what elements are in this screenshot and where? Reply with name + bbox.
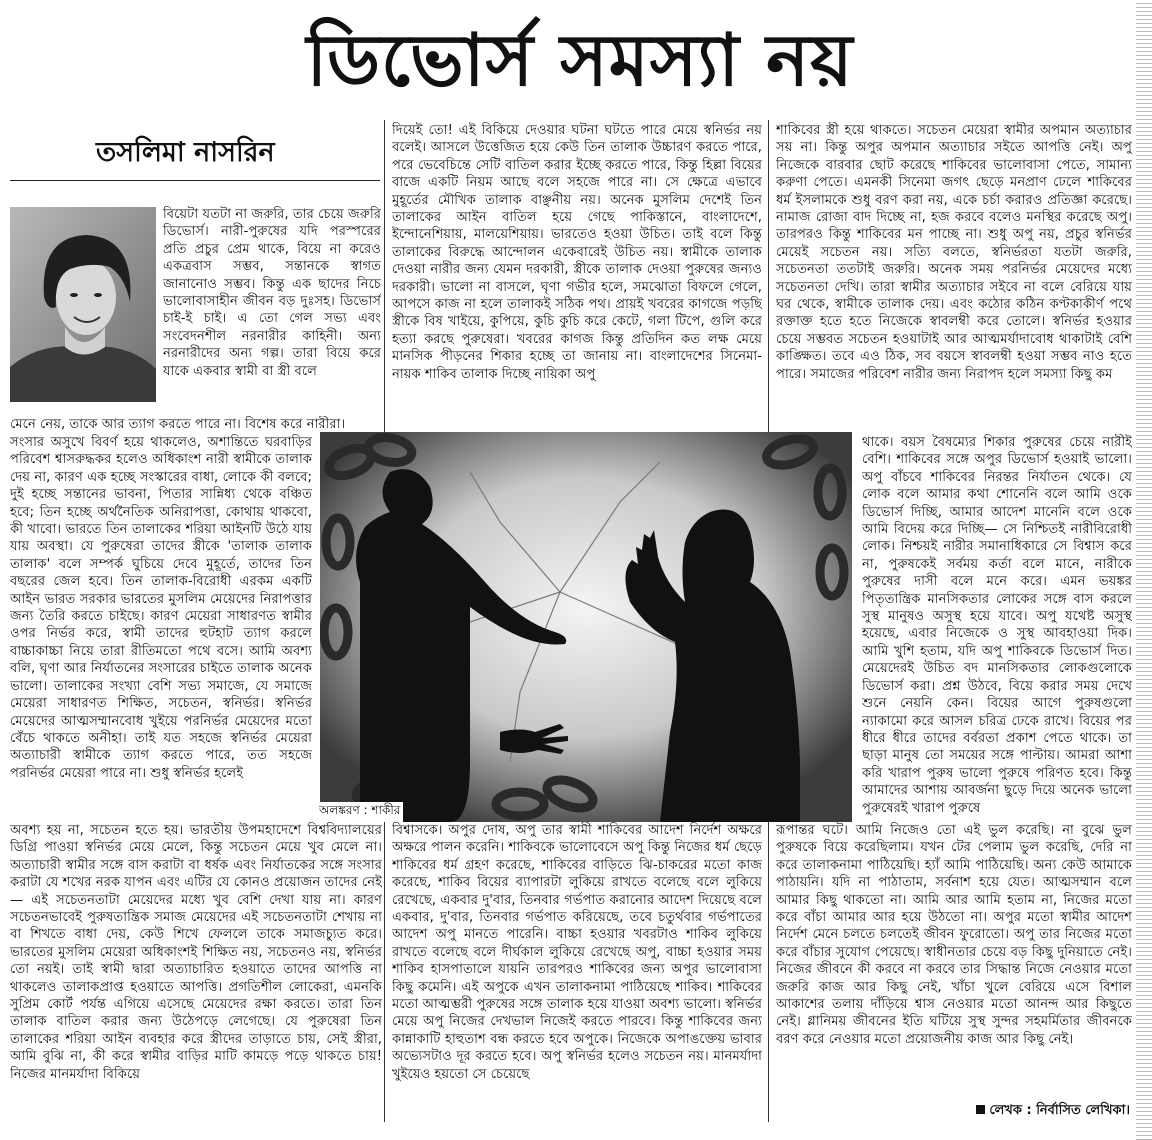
body-text-col2-bottom: বিশ্বাসকে। অপুর দোষ, অপু তার স্বামী শাকিবের আদেশ নির্দেশ অক্ষরে অক্ষরে পালন করেনি। শাকিবকে ভালোবেসে অপু কিন্তু নিজের ধর্ম ছেড়ে শাকিবের ধর্ম গ্রহণ করেছে, শাকিবের বাড়িতে ঝি-চাকরের মতো কাজ করেছে, শাকিব বিয়ের ব্যাপারটা লুকিয়ে রাখতে বলেছে বলে লুকিয়ে রেখেছে, একবার দু'বার, তিনবার গর্ভপাত করানোর আদেশ দিয়েছে বলে একবার, দু'বার, তিনবার গর্ভপাত করিয়েছে, তবে চতুর্থবার গর্ভপাতের আদেশ অপু মানতে পারেনি। বাচ্চা হওয়ার খবরটাও শাকিব লুকিয়ে রাখতে বলেছে বলে দীর্ঘকাল লুকিয়ে রেখেছে অপু, বাচ্চা হওয়ার সময় শাকিব হাসপাতালে যায়নি তারপরও শাকিবের জন্য অপুর ভালোবাসা কিছু কমেনি। এই অপুকে এখন তালাকনামা পাঠিয়েছে শাকিব। শাকিবের মতো আত্মম্ভরী পুরুষের সঙ্গে তালাক হয়ে যাওয়া অবশ্য ভালো। স্বনির্ভর মেয়ে অপু নিজের দেখভাল নিজেই করতে পারবে। কিন্তু শাকিবের জন্য কান্নাকাটি হাহুতাশ বন্ধ করতে হবে অপুকে। নিজেকে অপাঙক্তেয় ভাবার অভ্যেসটাও দূর করতে হবে। অপু স্বনির্ভর হলেও সচেতন নয়। মানমর্যাদা খুইয়েও হয়তো সে চেয়েছে bbox=[392, 823, 762, 1082]
body-text-col1-below-photo: মেনে নেয়, তাকে আর ত্যাগ করতে পারে না। বিশেষ করে নারীরা। bbox=[10, 417, 346, 432]
body-text-col3-top: শাকিবের স্ত্রী হয়ে থাকতে। সচেতন মেয়েরা স্বামীর অপমান অত্যাচার সয় না। কিন্তু অপুর অপমান অত্যাচার সইতে আপত্তি নেই। অপু নিজেকে বারবার ছোট করেছে শাকিবের ভালোবাসা পেতে, সামান্য করুণা পেতে। এমনকী সিনেমা জগৎ ছেড়ে মনপ্রাণ ঢেলে শাকিবের ধর্ম ইসলামকে শুধু বরণ করা নয়, একে চর্চা করারও প্রতিজ্ঞা করেছে। নামাজ রোজা বাদ দিচ্ছে না, হজ করবে বলেও মনস্থির করেছে অপু। তারপরও কিন্তু শাকিবের মন পাচ্ছে না। শুধু অপু নয়, প্রচুর স্বনির্ভর মেয়েই সচেতন নয়। সত্যি বলতে, স্বনির্ভরতা যতটা জরুরি, সচেতনতা ততটাই জরুরি। অনেক সময় পরনির্ভর মেয়েদের মধ্যে সচেতনতা দেখি। তারা স্বামীর অত্যাচার সইবে না বলে বেরিয়ে যায় ঘর থেকে, স্বামীকে তালাক দেয়। এবং কঠোর কঠিন কণ্টকাকীর্ণ পথে রক্তাক্ত হতে হতে নিজেকে স্বাবলম্বী করে তোলে। স্বনির্ভর হওয়ার চেয়ে সম্ভবত সচেতন হওয়াটাই আর আত্মমর্যাদাবোধ থাকাটাই বেশি কাঙ্ক্ষিত। তবে এও ঠিক, সব বয়সে স্বাবলম্বী হওয়া সম্ভব নাও হতে পারে। সমাজের পরিবেশ নারীর জন্য নিরাপদ হলে সমস্যা কিছু কম bbox=[776, 123, 1132, 382]
body-text-col3-bottom: রূপান্তর ঘটে। আমি নিজেও তো এই ভুল করেছি। না বুঝে ভুল পুরুষকে বিয়ে করেছিলাম। যখন টের পেলাম ভুল করেছি, দেরি না করে তালাকনামা পাঠিয়েছি। হ্যাঁ আমি পাঠিয়েছি। অন্য কেউ আমাকে পাঠায়নি। যদি না পাঠাতাম, সর্বনাশ হয়ে যেত। আত্মসম্মান বলে আমার কিছু থাকতো না। আমি আর আমি হতাম না, নিজের মতো করে বাঁচা আমার আর হয়ে উঠতো না। অপুর মতো স্বামীর আদেশ নির্দেশ মেনে চলতে চলতেই জীবন ফুরোতো। অপু তার নিজের মতো করে বাঁচার সুযোগ পেয়েছে। স্বাধীনতার চেয়ে বড় কিছু দুনিয়াতে নেই। নিজের জীবনে কী করবে না করবে তার সিদ্ধান্ত নিজে নেওয়ার মতো জরুরি কাজ আর কিছু নেই, খাঁচা খুলে বেরিয়ে এসে বিশাল আকাশের তলায় দাঁড়িয়ে শ্বাস নেওয়ার মতো আনন্দ আর কিছুতে নেই। গ্লানিময় জীবনের ইতি ঘটিয়ে সুস্থ সুন্দর সহমর্মিতার জীবনকে বরণ করে নেওয়ার মতো প্রয়োজনীয় কাজ আর কিছু নেই। bbox=[776, 823, 1132, 1047]
author-note-label: লেখক : bbox=[989, 1103, 1032, 1118]
body-text-col1-left-of-image: সংসার অসুখে বিবর্ণ হয়ে থাকলেও, অশান্তিতে ঘরবাড়ির পরিবেশ শ্বাসরুদ্ধকর হলেও অধিকাংশ নারী স্বামীকে তালাক দেয় না, কারণ এক হচ্ছে সংস্কারের বাধা, লোকে কী বলবে; দুই হচ্ছে সন্তানের ভাবনা, পিতার সান্নিধ্য থেকে বঞ্চিত হবে; তিন হচ্ছে অর্থনৈতিক অনিরাপত্তা, কোথায় থাকবো, কী খাবো। ভারতে তিন তালাকের শরিয়া আইনটি উঠে যায় যায় অবস্থা। যে পুরুষেরা তাদের স্ত্রীকে 'তালাক তালাক তালাক' বলে সম্পর্ক ঘুচিয়ে দেবে মুহূর্তে, তাদের তিন বছরের জেল হবে। তিন তালাক-বিরোধী এরকম একটি আইন ভারত সরকার ভারতের মুসলিম মেয়েদের নিরাপত্তার জন্য তৈরি করতে চাইছে। কারণ মেয়েরা সাধারণত স্বামীর ওপর নির্ভর করে, স্বামী তাদের হুটহাট ত্যাগ করলে বাচ্চাকাচ্চা নিয়ে তারা রীতিমতো পথে বসে। আমি অবশ্য বলি, ঘৃণা আর নির্যাতনের সংসারের চাইতে তালাক অনেক ভালো। তালাকের সংখ্যা বেশি সভ্য সমাজে, যে সমাজে মেয়েরা সাধারণত শিক্ষিত, সচেতন, স্বনির্ভর। স্বনির্ভর মেয়েদের আত্মসম্মানবোধ খুইয়ে পরনির্ভর মেয়েদের মতো বেঁচে থাকতে অনীহা। তাই যত সহজে স্বনির্ভর মেয়েরা অত্যাচারী স্বামীকে ত্যাগ করতে পারে, তত সহজে পরনির্ভর মেয়েরা পারে না। শুধু স্বনির্ভর হলেই bbox=[10, 435, 312, 781]
author-note-text: নির্বাসিত লেখিকা। bbox=[1036, 1103, 1130, 1118]
page-edge-hatching bbox=[1136, 0, 1152, 1140]
body-text-col2-top: দিয়েই তো! এই বিকিয়ে দেওয়ার ঘটনা ঘটতে পারে মেয়ে স্বনির্ভর নয় বলেই। আসলে উত্তেজিত হয়ে কেউ তিন তালাক উচ্চারণ করতে পারে, পরে ভেবেচিন্তে সেটি বাতিল করার ইচ্ছে করতে পারে, কিন্তু হিল্লা বিয়ের বাজে একটি নিয়ম আছে বলে সহজে পারে না। সে ক্ষেত্রে এভাবে মুহূর্তের মৌখিক তালাক বাঞ্ছনীয় নয়। অনেক মুসলিম দেশেই তিন তালাকের আইন বাতিল হয়ে গেছে পাকিস্তানে, বাংলাদেশে, ইন্দোনেশিয়ায়, মালয়েশিয়ায়। ভারতেও হওয়া উচিত। তাই বলে কিন্তু তালাকের বিরুদ্ধে আন্দোলন একেবারেই উচিত নয়। স্বামীকে তালাক দেওয়া নারীর জন্য যেমন দরকারী, স্ত্রীকে তালাক দেওয়া পুরুষের জন্যও দরকারী। ভালো না বাসলে, ঘৃণা গভীর হলে, সমঝোতা বিফলে গেলে, আপসে কাজ না হলে তালাকই সঠিক পথ। প্রায়ই খবরের কাগজে পড়ছি স্ত্রীকে বিষ খাইয়ে, কুপিয়ে, কুচি কুচি করে কেটে, গলা টিপে, গুলি করে হত্যা করছে পুরুষেরা। খবরের কাগজ কিন্তু প্রতিদিন কত লক্ষ মেয়ে মানসিক পীড়নের শিকার হচ্ছে তা জানায় না। বাংলাদেশের সিনেমা-নায়ক শাকিব তালাক দিচ্ছে নায়িকা অপু bbox=[392, 123, 762, 382]
column-rule-1-bottom bbox=[384, 822, 385, 1122]
headline: ডিভোর্স সমস্যা নয় bbox=[306, 17, 854, 102]
column-rule-2-top bbox=[768, 120, 769, 434]
body-text-col1-bottom: অবশ্য হয় না, সচেতন হতে হয়। ভারতীয় উপমহাদেশে বিশ্ববিদ্যালয়ের ডিগ্রি পাওয়া স্বনির্ভর মেয়ে মেলে, কিন্তু সচেতন মেয়ে খুব মেলে না। অত্যাচারী স্বামীর সঙ্গে বাস করাটা বা ধর্ষক এবং নির্যাতকের সঙ্গে সংসার করাটা যে শখের নরক যাপন এবং এটির যে কোনও প্রয়োজন তাদের নেই— এই সচেতনতাটা মেয়েদের মধ্যে খুব বেশি দেখা যায় না। কারণ সচেতনভাবেই পুরুষতান্ত্রিক সমাজ মেয়েদের এই সচেতনতাটা শেখায় না বা শিখতে বাধা দেয়, কেউ শিখে ফেললে তাকে সমাজচ্যুত করে। ভারতের মুসলিম মেয়েরা অধিকাংশই শিক্ষিত নয়, সচেতনও নয়, স্বনির্ভর তো নয়ই। তাই স্বামী দ্বারা অত্যাচারিত হওয়াতে তাদের আপত্তি না থাকলেও তালাকপ্রাপ্ত হওয়াতে আপত্তি। প্রগতিশীল লোকেরা, এমনকি সুপ্রিম কোর্ট পর্যন্ত এগিয়ে এসেছে মেয়েদের রক্ষা করতে। তারা তিন তালাক বাতিল করার জন্য উঠেপড়ে লেগেছে। যে পুরুষেরা তিন তালাকের শরিয়া আইন ব্যবহার করে স্ত্রীদের তাড়াতে চায়, সেই স্ত্রীরা, আমি বুঝি না, কী করে স্বামীর বাড়ির মাটি কামড়ে পড়ে থাকতে চায়! নিজের মানমর্যাদা বিকিয়ে bbox=[10, 823, 382, 1082]
byline-divider bbox=[10, 180, 380, 181]
author-portrait bbox=[10, 207, 156, 402]
column-rule-2-bottom bbox=[768, 822, 769, 1122]
body-text-col1-beside-photo: বিয়েটা যতটা না জরুরি, তার চেয়ে জরুরি ডিভোর্স। নারী-পুরুষের যদি পরস্পরের প্রতি প্রচুর প্রেম থাকে, বিয়ে না করেও একত্রবাস সম্ভব, সন্তানকে স্বাগত জানানোও সম্ভব। কিন্তু এক ছাদের নিচে ভালোবাসাহীন জীবন বড় দুঃসহ। ডিভোর্স চাই-ই চাই। এ তো গেল সভ্য এবং সংবেদনশীল নরনারীর কাহিনী। অন্য নরনারীদের অন্য গল্প। তারা বিয়ে করে যাকে একবার স্বামী বা স্ত্রী বলে bbox=[163, 207, 381, 379]
author-note bbox=[976, 1101, 1130, 1122]
illustration-credit: অলঙ্করণ : শাকীর bbox=[316, 802, 403, 822]
silhouette-illustration bbox=[320, 432, 852, 822]
column-rule-1-top bbox=[384, 120, 385, 434]
byline: তসলিমা নাসরিন bbox=[96, 137, 275, 168]
body-text-col3-right-of-image: থাকে। বয়স বৈষম্যের শিকার পুরুষের চেয়ে নারীই বেশি। শাকিবের সঙ্গে অপুর ডিভোর্স হওয়াই ভালো। অপু বাঁচবে শাকিবের নিরন্তর নির্যাতন থেকে। যে লোক বলে আমার কথা শোনেনি বলে আমি ওকে ডিভোর্স দিচ্ছি, আমার আদেশ মানেনি বলে ওকে আমি বিদেয় করে দিচ্ছি— সে নিশ্চিতই নারীবিরোধী লোক। নিশ্চয়ই নারীর সমানাধিকারে সে বিশ্বাস করে না, পুরুষকেই সর্বময় কর্তা বলে মানে, নারীকে পুরুষের দাসী বলে মনে করে। এমন ভয়ঙ্কর পিতৃতান্ত্রিক মানসিকতার লোকের সঙ্গে বাস করলে সুস্থ মানুষও অসুস্থ হয়ে যাবে। অপু যথেষ্ট অসুস্থ হয়েছে, এবার নিজেকে ও সুস্থ আবহাওয়া দিক। আমি খুশি হতাম, যদি অপু শাকিবকে ডিভোর্স দিত। মেয়েদেরই উচিত বদ মানসিকতার লোকগুলোকে ডিভোর্স করা। প্রশ্ন উঠবে, বিয়ে করার সময় দেখে শুনে নেয়নি কেন। বিয়ের আগে পুরুষগুলো ন্যাকামো করে আসল চরিত্র ঢেকে রাখে। বিয়ের পর ধীরে ধীরে তাদের বর্বরতা প্রকাশ পেতে থাকে। তা ছাড়া মানুষ তো সময়ের সঙ্গে পাল্টায়। আমরা আশা করি খারাপ পুরুষ ভালো পুরুষে পরিণত হবে। কিন্তু আমাদের আশায় আবর্জনা ছুড়ে দিয়ে অনেক ভালো পুরুষেরই খারাপ পুরুষে bbox=[862, 435, 1132, 816]
square-bullet-icon bbox=[976, 1105, 985, 1114]
